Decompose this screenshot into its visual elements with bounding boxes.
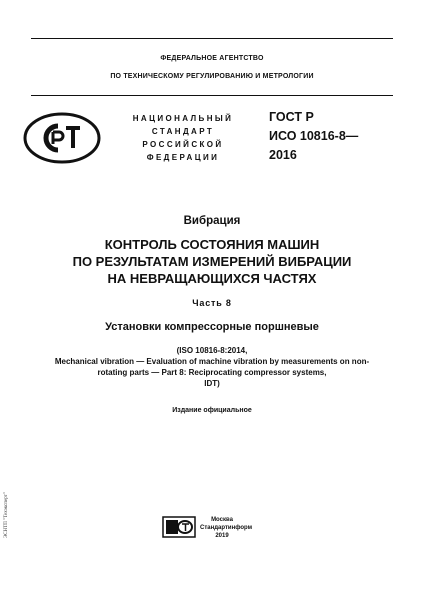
- national-line: ФЕДЕРАЦИИ: [146, 153, 220, 162]
- national-line: НАЦИОНАЛЬНЫЙ: [132, 114, 234, 123]
- gost-designation: [269, 108, 358, 165]
- publisher-info: [200, 516, 253, 540]
- edition-label: Издание официальное: [172, 407, 252, 414]
- document-title: [0, 236, 424, 287]
- iso-line: Mechanical vibration — Evaluation of machine vibration by measurements on non-: [54, 357, 370, 366]
- part-number: Часть 8: [192, 298, 232, 308]
- title-line: ПО РЕЗУЛЬТАТАМ ИЗМЕРЕНИЙ ВИБРАЦИИ: [72, 254, 352, 269]
- iso-line: IDT): [204, 379, 220, 388]
- agency-name-line1: ФЕДЕРАЛЬНОЕ АГЕНТСТВО: [160, 55, 264, 62]
- header-divider: [31, 95, 393, 96]
- gost-line: ИСО 10816-8—: [269, 129, 359, 143]
- document-subtitle: Установки компрессорные поршневые: [105, 321, 319, 333]
- top-rule: [31, 38, 393, 39]
- side-watermark: ЭСНТП "Техэксперт": [4, 492, 9, 538]
- iso-reference: [0, 345, 424, 389]
- standartinform-logo-icon: [162, 516, 196, 538]
- gost-line: 2016: [269, 148, 297, 162]
- national-line: СТАНДАРТ: [151, 127, 215, 136]
- iso-line: rotating parts — Part 8: Reciprocating compressor systems,: [97, 368, 327, 377]
- rst-logo-icon: [22, 110, 102, 166]
- publisher-city: Москва: [211, 517, 233, 523]
- gost-line: ГОСТ Р: [269, 110, 314, 124]
- agency-name-line2: ПО ТЕХНИЧЕСКОМУ РЕГУЛИРОВАНИЮ И МЕТРОЛОГИИ: [110, 73, 314, 80]
- publisher-name: Стандартинформ: [200, 525, 253, 531]
- national-standard-label: [116, 112, 250, 164]
- national-line: РОССИЙСКОЙ: [142, 140, 224, 149]
- document-category: Вибрация: [183, 215, 241, 227]
- title-line: НА НЕВРАЩАЮЩИХСЯ ЧАСТЯХ: [107, 271, 317, 286]
- iso-line: (ISO 10816-8:2014,: [176, 346, 248, 355]
- title-line: КОНТРОЛЬ СОСТОЯНИЯ МАШИН: [104, 237, 320, 252]
- publication-year: 2019: [215, 533, 229, 539]
